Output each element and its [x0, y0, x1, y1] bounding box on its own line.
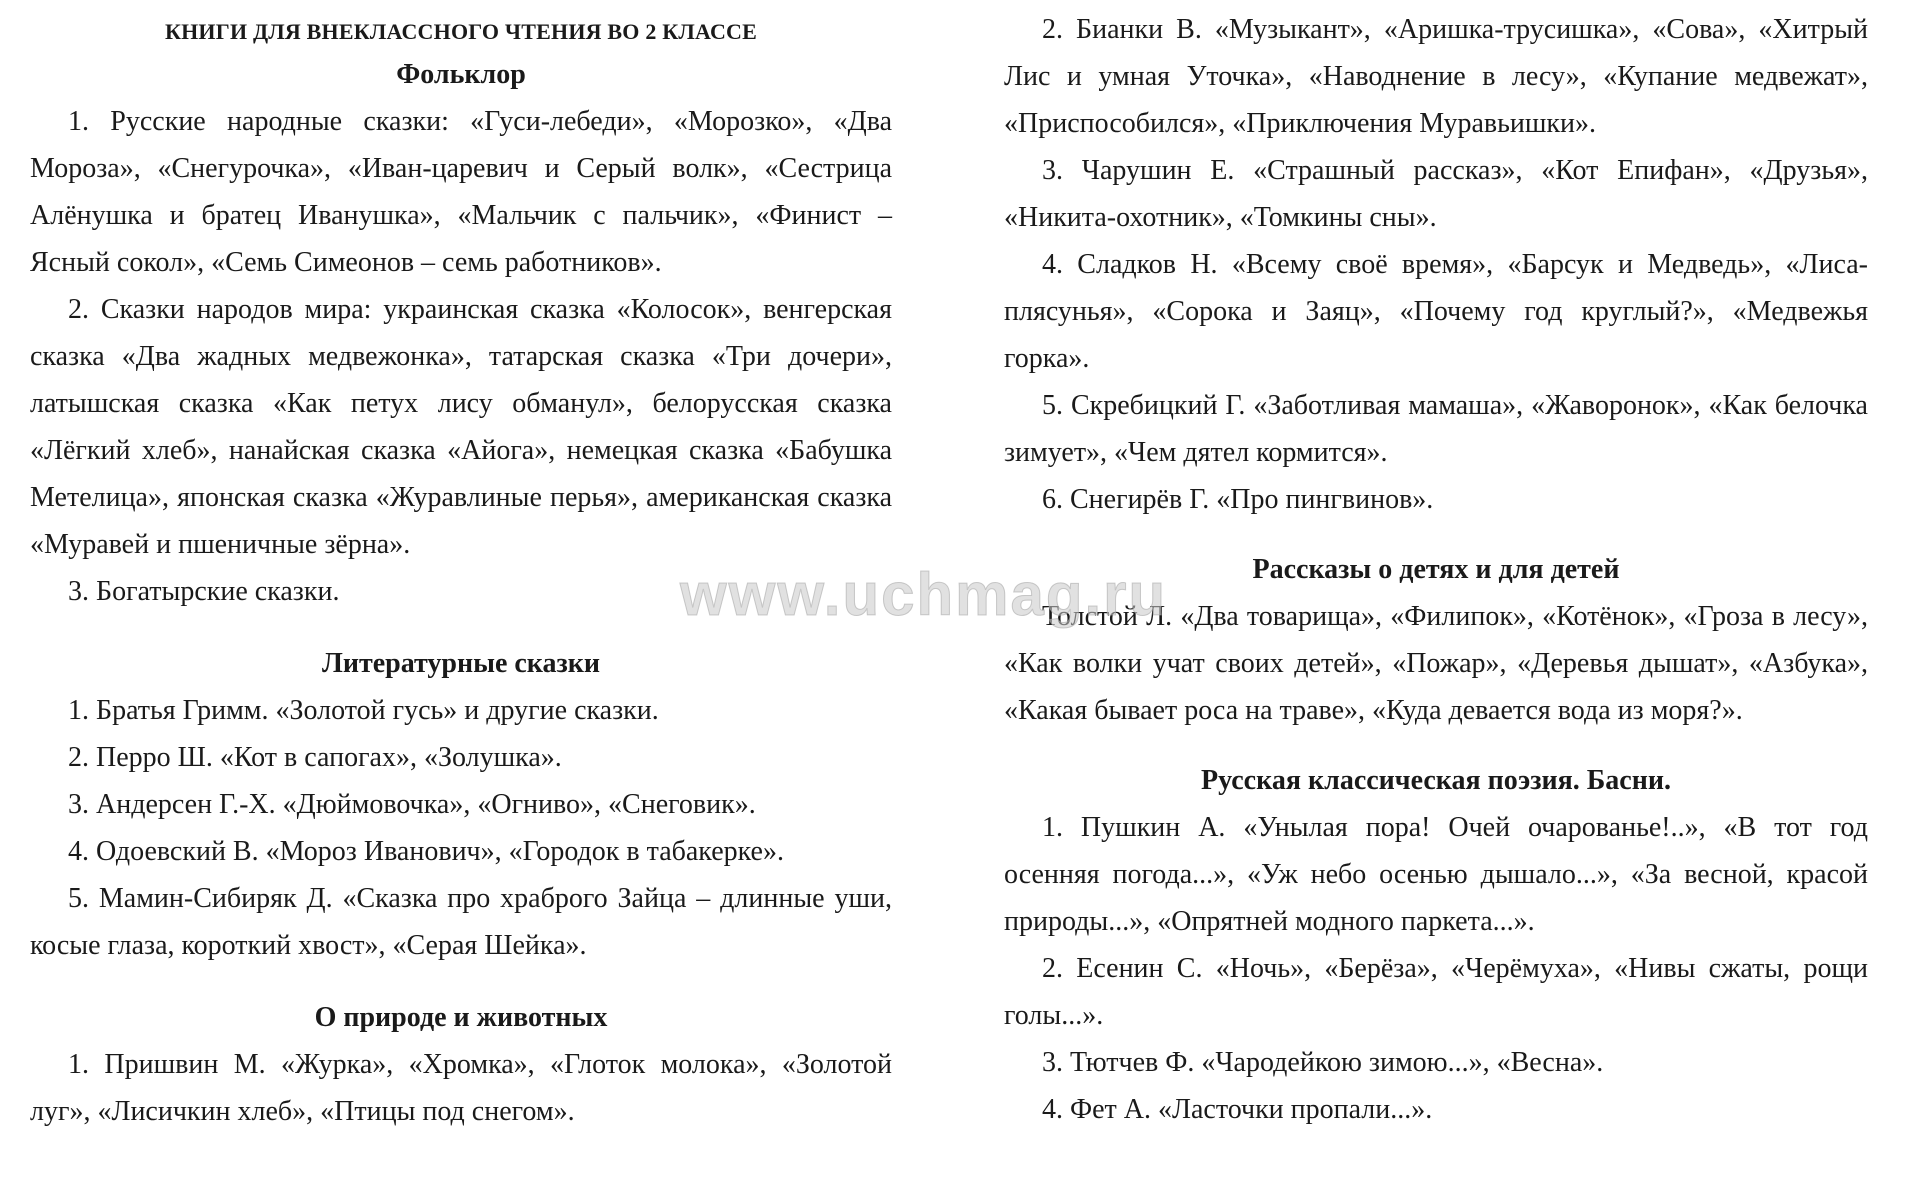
list-item: 3. Богатырские сказки. — [68, 576, 340, 607]
section-title-children-stories: Рассказы о детях и для детей — [1252, 554, 1620, 585]
list-item: 3. Тютчев Ф. «Чародейкою зимою...», «Весна». — [1042, 1047, 1604, 1078]
list-item: 5. Скребицкий Г. «Заботливая мамаша», «Жаворонок», «Как белочка зимует», «Чем дятел кормится». — [1004, 390, 1868, 468]
list-item: 2. Бианки В. «Музыкант», «Аришка-трусишка», «Сова», «Хитрый Лис и умная Уточка», «Наводнение в лесу», «Купание медвежат», «Приспособился», «Приключения Муравьишки». — [1004, 14, 1868, 139]
list-item: 3. Андерсен Г.-Х. «Дюймовочка», «Огниво», «Снеговик». — [68, 789, 756, 820]
watermark: www.uchmag.ru — [680, 561, 1168, 628]
list-item: 4. Фет А. «Ласточки пропали...». — [1042, 1094, 1433, 1125]
list-item: 1. Русские народные сказки: «Гуси-лебеди», «Морозко», «Два Мороза», «Снегурочка», «Иван-царевич и Серый волк», «Сестрица Алёнушка и братец Иванушка», «Мальчик с пальчик», «Финист – Ясный сокол», «Семь Симеонов – семь работников». — [30, 106, 892, 278]
list-item: 6. Снегирёв Г. «Про пингвинов». — [1042, 484, 1434, 515]
section-title-poetry: Русская классическая поэзия. Басни. — [1201, 765, 1671, 796]
page-title: КНИГИ ДЛЯ ВНЕКЛАССНОГО ЧТЕНИЯ ВО 2 КЛАССЕ — [164, 19, 758, 44]
list-item: 4. Одоевский В. «Мороз Иванович», «Городок в табакерке». — [68, 836, 784, 867]
list-item: 1. Братья Гримм. «Золотой гусь» и другие сказки. — [68, 695, 659, 726]
list-item: Толстой Л. «Два товарища», «Филипок», «Котёнок», «Гроза в лесу», «Как волки учат своих детей», «Пожар», «Деревья дышат», «Азбука», «Какая бывает роса на траве», «Куда девается вода из моря?». — [1004, 601, 1868, 726]
list-item: 2. Перро Ш. «Кот в сапогах», «Золушка». — [68, 742, 562, 773]
right-column — [1004, 0, 1868, 1133]
section-title-folklore: Фольклор — [396, 59, 526, 90]
list-item: 3. Чарушин Е. «Страшный рассказ», «Кот Епифан», «Друзья», «Никита-охотник», «Томкины сны». — [1004, 155, 1868, 233]
list-item: 1. Пришвин М. «Журка», «Хромка», «Глоток молока», «Золотой луг», «Лисичкин хлеб», «Птицы под снегом». — [30, 1049, 892, 1127]
list-item: 5. Мамин-Сибиряк Д. «Сказка про храброго Зайца – длинные уши, косые глаза, короткий хвост», «Серая Шейка». — [30, 883, 892, 961]
list-item: 2. Сказки народов мира: украинская сказка «Колосок», венгерская сказка «Два жадных медвежонка», татарская сказка «Три дочери», латышская сказка «Как петух лису обманул», белорусская сказка «Лёгкий хлеб», нанайская сказка «Айога», немецкая сказка «Бабушка Метелица», японская сказка «Журавлиные перья», американская сказка «Муравей и пшеничные зёрна». — [30, 294, 892, 560]
list-item: 2. Есенин С. «Ночь», «Берёза», «Черёмуха», «Нивы сжаты, рощи голы...». — [1004, 953, 1868, 1031]
section-title-nature: О природе и животных — [314, 1002, 608, 1033]
list-item: 4. Сладков Н. «Всему своё время», «Барсук и Медведь», «Лиса-плясунья», «Сорока и Заяц», «Почему год круглый?», «Медвежья горка». — [1004, 249, 1868, 374]
left-column — [30, 0, 892, 1135]
list-item: 1. Пушкин А. «Унылая пора! Очей очарованье!..», «В тот год осенняя погода...», «Уж небо осенью дышало...», «За весной, красой природы...», «Опрятней модного паркета...». — [1004, 812, 1868, 937]
section-title-literary-tales: Литературные сказки — [321, 648, 601, 679]
